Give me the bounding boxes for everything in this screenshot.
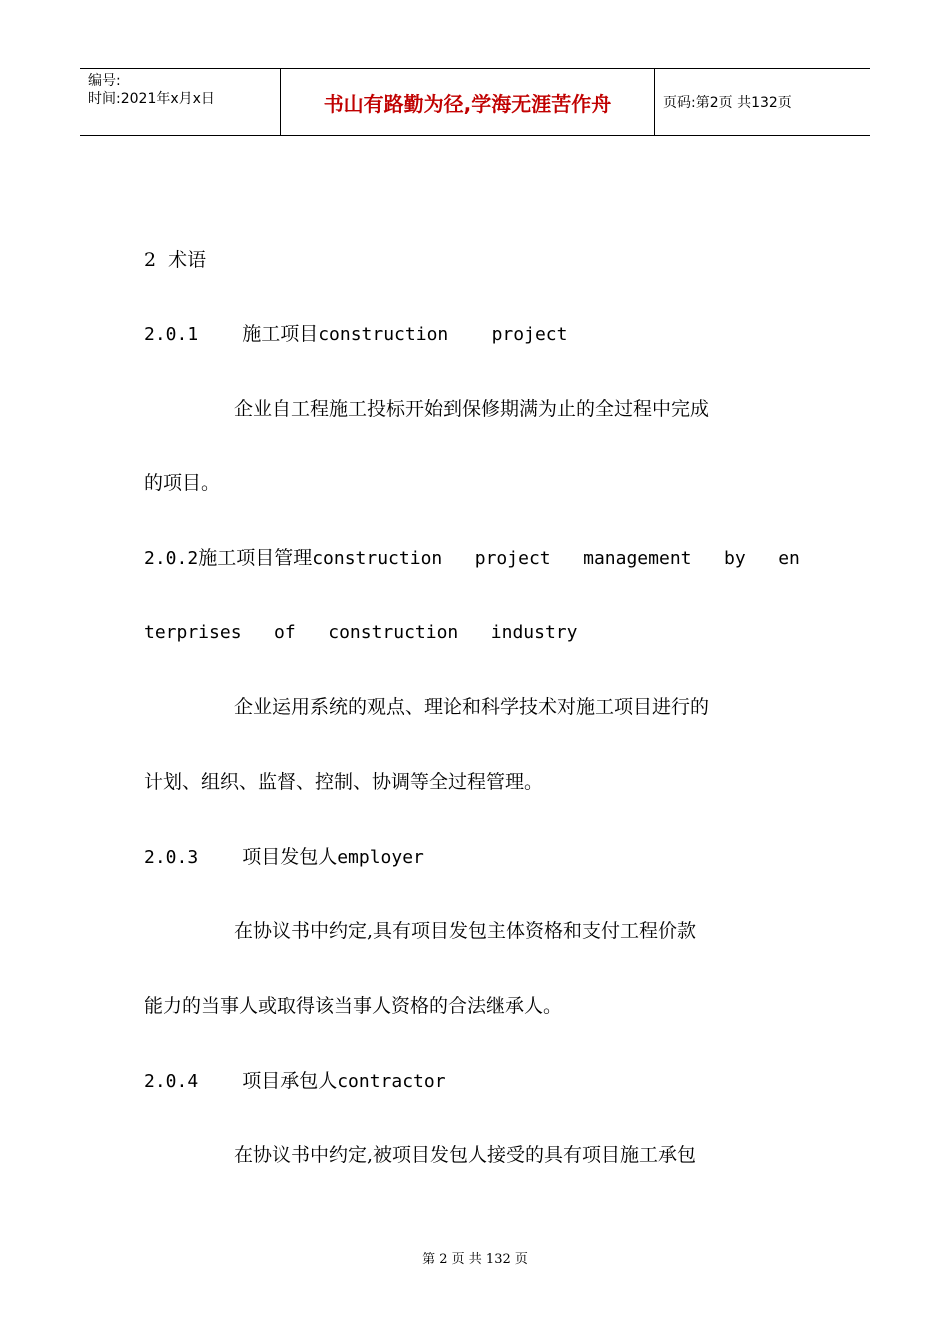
serial-label: 编号: xyxy=(88,73,121,89)
header-page-info: 页码:第2页 共132页 xyxy=(663,95,792,111)
term-en: construction project management by en xyxy=(312,548,800,569)
paragraph-line: 能力的当事人或取得该当事人资格的合法继承人。 xyxy=(144,995,563,1017)
page-header xyxy=(80,68,870,136)
term-2-0-3 xyxy=(144,845,424,870)
term-en-continued: terprises of construction industry xyxy=(144,622,578,643)
term-en: employer xyxy=(337,847,424,868)
term-en: contractor xyxy=(337,1071,446,1092)
paragraph-line: 计划、组织、监督、控制、协调等全过程管理。 xyxy=(144,771,544,793)
time-label: 时间:2021年x月x日 xyxy=(88,91,215,107)
paragraph-line: 企业自工程施工投标开始到保修期满为止的全过程中完成 xyxy=(234,398,710,420)
paragraph-line: 企业运用系统的观点、理论和科学技术对施工项目进行的 xyxy=(234,696,710,718)
term-2-0-2 xyxy=(144,546,800,571)
term-number: 2.0.1 xyxy=(144,324,199,345)
paragraph-line: 在协议书中约定,被项目发包人接受的具有项目施工承包 xyxy=(234,1144,697,1166)
term-cn: 项目承包人 xyxy=(242,1070,338,1092)
header-motto: 书山有路勤为径,学海无涯苦作舟 xyxy=(323,91,612,116)
term-number: 2.0.3 xyxy=(144,847,199,868)
page-footer: 第 2 页 共 132 页 xyxy=(422,1252,528,1267)
paragraph-line: 的项目。 xyxy=(144,472,221,494)
header-motto-cell xyxy=(281,69,655,135)
term-number: 2.0.4 xyxy=(144,1071,199,1092)
term-cn: 项目发包人 xyxy=(242,846,338,868)
section-heading: 2 术语 xyxy=(144,249,207,271)
header-meta xyxy=(80,69,281,135)
term-2-0-4 xyxy=(144,1069,446,1094)
header-page-info-cell xyxy=(655,69,870,135)
term-en: construction project xyxy=(318,324,568,345)
term-cn: 施工项目 xyxy=(242,323,319,345)
term-number: 2.0.2 xyxy=(144,548,199,569)
term-2-0-1 xyxy=(144,322,567,347)
term-cn: 施工项目管理 xyxy=(198,547,313,569)
paragraph-line: 在协议书中约定,具有项目发包主体资格和支付工程价款 xyxy=(234,920,697,942)
